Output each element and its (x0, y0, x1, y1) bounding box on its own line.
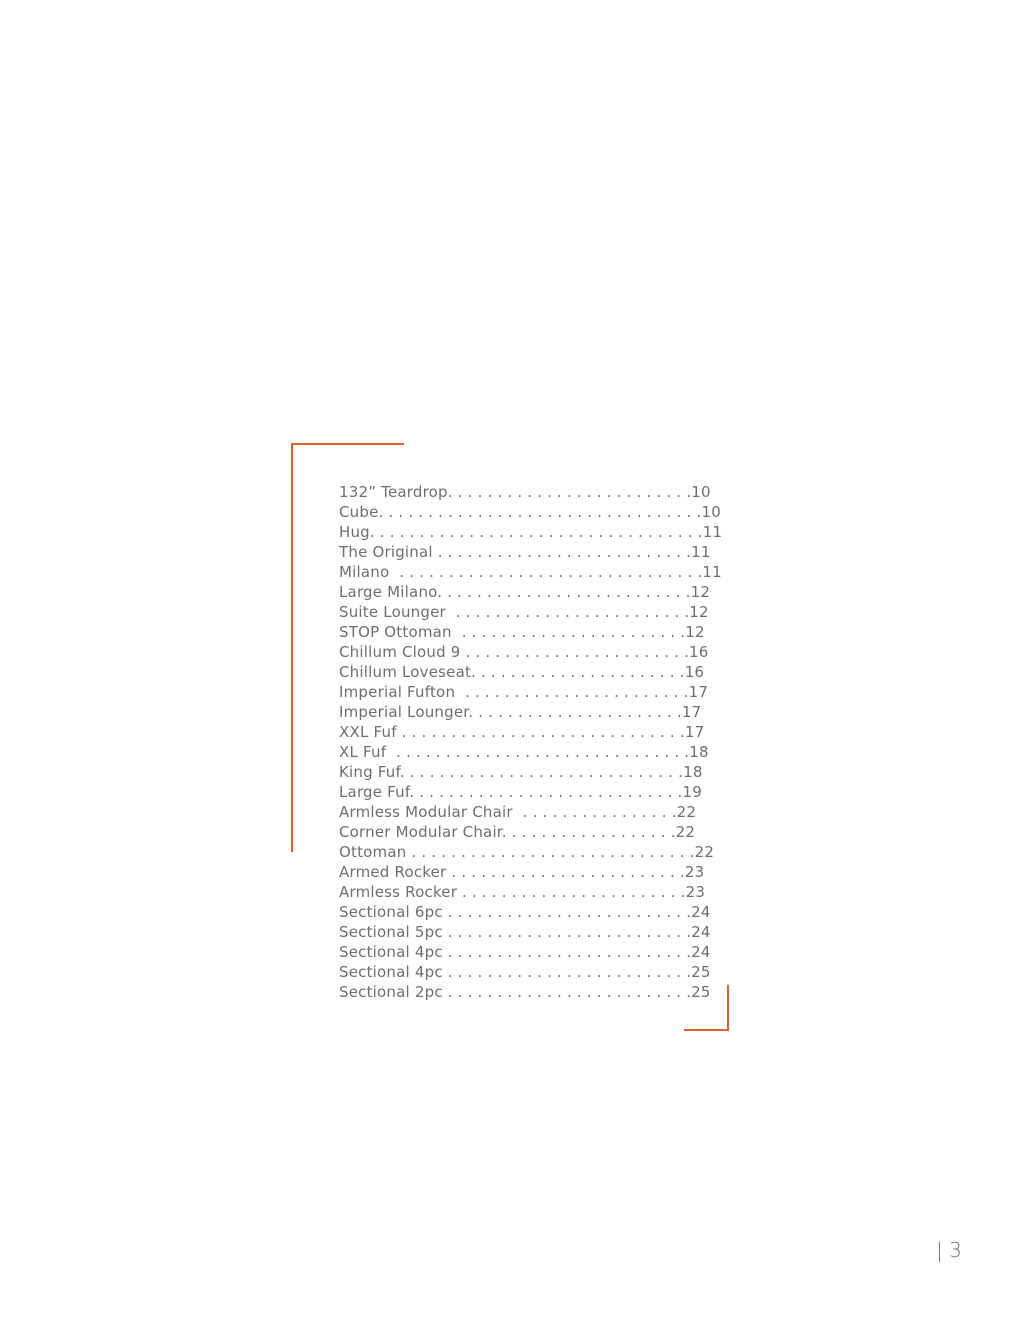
toc-entry: XXL Fuf . . . . . . . . . . . . . . . . . . . . . . . . . . . . .17 (339, 723, 705, 741)
toc-entry: Suite Lounger . . . . . . . . . . . . . . . . . . . . . . . .12 (339, 603, 709, 621)
toc-entry: Hug. . . . . . . . . . . . . . . . . . . . . . . . . . . . . . . . . .11 (339, 523, 723, 541)
toc-entry: Sectional 2pc . . . . . . . . . . . . . . . . . . . . . . . . .25 (339, 983, 711, 1001)
toc-entry: Imperial Lounger. . . . . . . . . . . . . . . . . . . . . .17 (339, 703, 702, 721)
bracket-top-left-vertical (291, 443, 293, 852)
toc-entry: Milano . . . . . . . . . . . . . . . . . . . . . . . . . . . . . . .11 (339, 563, 722, 581)
toc-entry: Cube. . . . . . . . . . . . . . . . . . . . . . . . . . . . . . . . .10 (339, 503, 721, 521)
toc-entry: Sectional 6pc . . . . . . . . . . . . . . . . . . . . . . . . .24 (339, 903, 711, 921)
toc-entry: King Fuf. . . . . . . . . . . . . . . . . . . . . . . . . . . . .18 (339, 763, 703, 781)
toc-entry: Ottoman . . . . . . . . . . . . . . . . . . . . . . . . . . . . .22 (339, 843, 715, 861)
toc-entry: Imperial Fufton . . . . . . . . . . . . . . . . . . . . . . .17 (339, 683, 709, 701)
bracket-top-left-horizontal (291, 443, 404, 445)
toc-entry: XL Fuf . . . . . . . . . . . . . . . . . . . . . . . . . . . . . .18 (339, 743, 709, 761)
table-of-contents (339, 482, 723, 1002)
toc-entry: Armed Rocker . . . . . . . . . . . . . . . . . . . . . . . .23 (339, 863, 705, 881)
toc-entry: STOP Ottoman . . . . . . . . . . . . . . . . . . . . . . .12 (339, 623, 705, 641)
toc-entry: Armless Modular Chair . . . . . . . . . . . . . . . .22 (339, 803, 697, 821)
toc-entry: 132” Teardrop. . . . . . . . . . . . . . . . . . . . . . . . .10 (339, 483, 711, 501)
toc-entry: Large Fuf. . . . . . . . . . . . . . . . . . . . . . . . . . . .19 (339, 783, 703, 801)
page-number: | 3 (936, 1238, 962, 1262)
toc-entry: The Original . . . . . . . . . . . . . . . . . . . . . . . . . .11 (339, 543, 711, 561)
toc-entry: Sectional 4pc . . . . . . . . . . . . . . . . . . . . . . . . .24 (339, 943, 711, 961)
toc-entry: Chillum Loveseat. . . . . . . . . . . . . . . . . . . . . .16 (339, 663, 705, 681)
bracket-bottom-right-vertical (727, 985, 729, 1031)
toc-entry: Sectional 4pc . . . . . . . . . . . . . . . . . . . . . . . . .25 (339, 963, 711, 981)
toc-entry: Corner Modular Chair. . . . . . . . . . . . . . . . . .22 (339, 823, 696, 841)
toc-entry: Sectional 5pc . . . . . . . . . . . . . . . . . . . . . . . . .24 (339, 923, 711, 941)
toc-entry: Armless Rocker . . . . . . . . . . . . . . . . . . . . . . .23 (339, 883, 706, 901)
toc-entry: Large Milano. . . . . . . . . . . . . . . . . . . . . . . . . .12 (339, 583, 711, 601)
toc-entry: Chillum Cloud 9 . . . . . . . . . . . . . . . . . . . . . . .16 (339, 643, 709, 661)
bracket-bottom-right-horizontal (684, 1029, 729, 1031)
